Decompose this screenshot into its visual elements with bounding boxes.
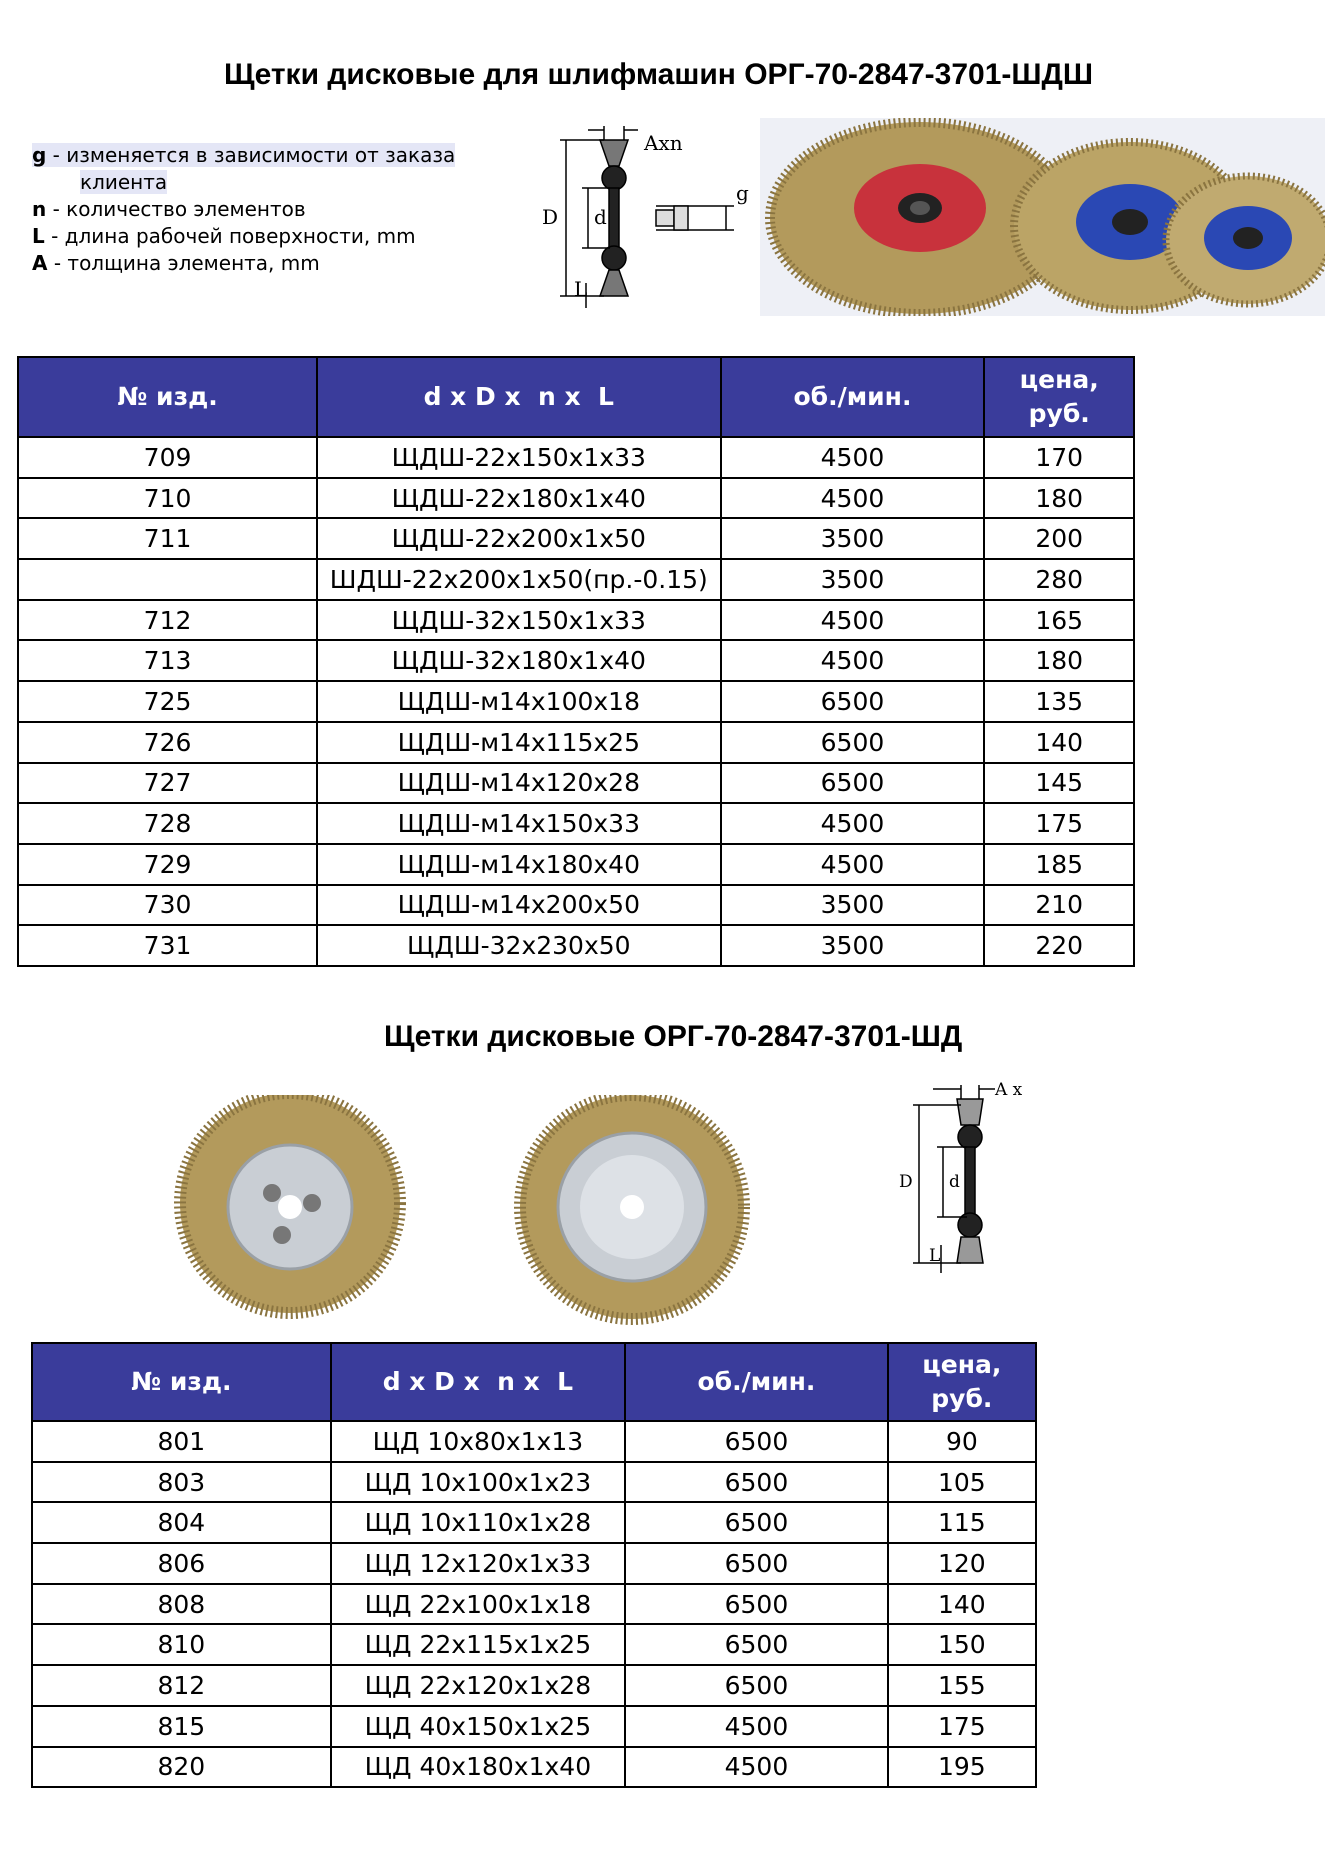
cell-dimensions: ЩДШ-32х180х1х40 bbox=[317, 640, 720, 681]
cell-dimensions: ЩДШ-м14х100х18 bbox=[317, 681, 720, 722]
cell-price: 145 bbox=[984, 763, 1134, 804]
cell-dimensions: ЩД 22х120х1х28 bbox=[331, 1665, 626, 1706]
cell-item-no: 812 bbox=[32, 1665, 331, 1706]
cell-dimensions: ЩД 22х115х1х25 bbox=[331, 1624, 626, 1665]
cell-price: 90 bbox=[888, 1421, 1036, 1462]
table-row bbox=[32, 1502, 1036, 1543]
brush-photo-shdsh bbox=[760, 118, 1325, 316]
cell-item-no: 808 bbox=[32, 1584, 331, 1625]
cell-rpm: 4500 bbox=[721, 640, 985, 681]
col-header-price: цена, руб. bbox=[984, 357, 1134, 437]
cell-rpm: 4500 bbox=[721, 437, 985, 478]
cell-item-no: 730 bbox=[18, 885, 317, 926]
brush-right-silver-hub bbox=[520, 1095, 744, 1319]
cell-item-no: 727 bbox=[18, 763, 317, 804]
cell-item-no: 725 bbox=[18, 681, 317, 722]
cell-price: 155 bbox=[888, 1665, 1036, 1706]
cell-price: 150 bbox=[888, 1624, 1036, 1665]
brush-cross-section-diagram-2 bbox=[895, 1075, 1070, 1290]
cell-dimensions: ШДШ-22х200х1х50(пр.-0.15) bbox=[317, 559, 720, 600]
cell-price: 220 bbox=[984, 925, 1134, 966]
cell-item-no: 709 bbox=[18, 437, 317, 478]
cell-dimensions: ЩД 40х180х1х40 bbox=[331, 1747, 626, 1788]
col-header-rpm: об./мин. bbox=[625, 1343, 888, 1421]
cell-item-no: 810 bbox=[32, 1624, 331, 1665]
diagram2-label-L: L bbox=[929, 1246, 941, 1266]
cell-rpm: 4500 bbox=[721, 803, 985, 844]
cell-dimensions: ЩДШ-32х230х50 bbox=[317, 925, 720, 966]
legend-row-a: A - толщина элемента, mm bbox=[32, 251, 320, 275]
table-row bbox=[18, 844, 1134, 885]
table-row bbox=[18, 559, 1134, 600]
cell-price: 185 bbox=[984, 844, 1134, 885]
cell-rpm: 6500 bbox=[625, 1421, 888, 1462]
cell-price: 280 bbox=[984, 559, 1134, 600]
cell-dimensions: ЩД 10х80х1х13 bbox=[331, 1421, 626, 1462]
cell-rpm: 4500 bbox=[721, 478, 985, 519]
legend-row-n: n - количество элементов bbox=[32, 197, 306, 221]
table-row bbox=[18, 681, 1134, 722]
cell-rpm: 6500 bbox=[721, 722, 985, 763]
table-row bbox=[18, 518, 1134, 559]
cell-dimensions: ЩД 10х110х1х28 bbox=[331, 1502, 626, 1543]
cell-dimensions: ЩДШ-м14х115х25 bbox=[317, 722, 720, 763]
section2-title: Щетки дисковые ОРГ-70-2847-3701-ШД bbox=[384, 1020, 963, 1053]
table-row bbox=[32, 1543, 1036, 1584]
table-row bbox=[18, 722, 1134, 763]
cell-item-no: 711 bbox=[18, 518, 317, 559]
cell-price: 140 bbox=[984, 722, 1134, 763]
cell-rpm: 6500 bbox=[625, 1584, 888, 1625]
cell-item-no: 729 bbox=[18, 844, 317, 885]
cell-item-no: 713 bbox=[18, 640, 317, 681]
table-row bbox=[18, 885, 1134, 926]
section1-title: Щетки дисковые для шлифмашин ОРГ-70-2847-3701-ШДШ bbox=[224, 58, 1094, 91]
cell-price: 175 bbox=[888, 1706, 1036, 1747]
cell-item-no: 803 bbox=[32, 1462, 331, 1503]
cell-price: 105 bbox=[888, 1462, 1036, 1503]
table-row bbox=[32, 1421, 1036, 1462]
cell-rpm: 6500 bbox=[625, 1502, 888, 1543]
cell-dimensions: ЩДШ-22х180х1х40 bbox=[317, 478, 720, 519]
table-row bbox=[32, 1665, 1036, 1706]
col-header-rpm: об./мин. bbox=[721, 357, 985, 437]
brush-photo-shd bbox=[150, 1095, 870, 1325]
cell-item-no: 804 bbox=[32, 1502, 331, 1543]
diagram-label-D: D bbox=[542, 205, 559, 229]
cell-dimensions: ЩДШ-м14х200х50 bbox=[317, 885, 720, 926]
cell-item-no: 801 bbox=[32, 1421, 331, 1462]
cell-dimensions: ЩДШ-22х150х1х33 bbox=[317, 437, 720, 478]
cell-rpm: 3500 bbox=[721, 559, 985, 600]
cell-price: 180 bbox=[984, 640, 1134, 681]
cell-dimensions: ЩДШ-32х150х1х33 bbox=[317, 600, 720, 641]
cell-rpm: 3500 bbox=[721, 925, 985, 966]
table-row bbox=[32, 1706, 1036, 1747]
legend bbox=[32, 142, 512, 277]
cell-rpm: 6500 bbox=[625, 1543, 888, 1584]
cell-dimensions: ЩДШ-м14х150х33 bbox=[317, 803, 720, 844]
cell-item-no: 710 bbox=[18, 478, 317, 519]
legend-row-l: L - длина рабочей поверхности, mm bbox=[32, 224, 416, 248]
cell-rpm: 3500 bbox=[721, 885, 985, 926]
table-header-row bbox=[32, 1343, 1036, 1421]
spec-table-shd bbox=[31, 1342, 1037, 1788]
diagram2-label-D: D bbox=[899, 1172, 913, 1192]
diagram2-label-d: d bbox=[949, 1172, 960, 1192]
diagram-label-d: d bbox=[594, 205, 607, 229]
brush-cross-section-diagram bbox=[520, 118, 752, 308]
cell-dimensions: ЩД 10х100х1х23 bbox=[331, 1462, 626, 1503]
diagram-label-g: g bbox=[736, 181, 749, 205]
cell-price: 115 bbox=[888, 1502, 1036, 1543]
cell-item-no bbox=[18, 559, 317, 600]
table-row bbox=[18, 640, 1134, 681]
table-row bbox=[18, 803, 1134, 844]
cell-rpm: 4500 bbox=[721, 844, 985, 885]
brush-left-silver-hub bbox=[180, 1095, 400, 1313]
cell-dimensions: ЩДШ-22х200х1х50 bbox=[317, 518, 720, 559]
table-row bbox=[18, 478, 1134, 519]
table-row bbox=[32, 1584, 1036, 1625]
cell-dimensions: ЩД 12х120х1х33 bbox=[331, 1543, 626, 1584]
table-row bbox=[18, 925, 1134, 966]
table-row bbox=[18, 437, 1134, 478]
col-header-dimensions: d x D x n x L bbox=[317, 357, 720, 437]
diagram-label-axn: Axn bbox=[644, 131, 683, 155]
brush-small-blue-hub bbox=[1166, 176, 1325, 304]
cell-item-no: 806 bbox=[32, 1543, 331, 1584]
cell-price: 140 bbox=[888, 1584, 1036, 1625]
cell-item-no: 731 bbox=[18, 925, 317, 966]
cell-dimensions: ЩДШ-м14х180х40 bbox=[317, 844, 720, 885]
legend-row-g: g - изменяется в зависимости от заказа bbox=[32, 143, 456, 167]
cell-rpm: 4500 bbox=[721, 600, 985, 641]
cell-price: 210 bbox=[984, 885, 1134, 926]
cell-item-no: 712 bbox=[18, 600, 317, 641]
legend-row-g-cont: клиента bbox=[80, 170, 168, 194]
col-header-item-no: № изд. bbox=[18, 357, 317, 437]
col-header-dimensions: d x D x n x L bbox=[331, 1343, 626, 1421]
cell-rpm: 3500 bbox=[721, 518, 985, 559]
diagram-label-L: L bbox=[574, 277, 588, 301]
cell-price: 180 bbox=[984, 478, 1134, 519]
cell-item-no: 726 bbox=[18, 722, 317, 763]
cell-price: 200 bbox=[984, 518, 1134, 559]
cell-rpm: 6500 bbox=[625, 1624, 888, 1665]
cell-rpm: 6500 bbox=[625, 1665, 888, 1706]
cell-price: 195 bbox=[888, 1747, 1036, 1788]
cell-price: 120 bbox=[888, 1543, 1036, 1584]
table-row bbox=[32, 1747, 1036, 1788]
cell-price: 165 bbox=[984, 600, 1134, 641]
cell-rpm: 4500 bbox=[625, 1706, 888, 1747]
table-header-row bbox=[18, 357, 1134, 437]
cell-rpm: 6500 bbox=[721, 763, 985, 804]
cell-dimensions: ЩДШ-м14х120х28 bbox=[317, 763, 720, 804]
spec-table-shdsh bbox=[17, 356, 1135, 967]
cell-rpm: 4500 bbox=[625, 1747, 888, 1788]
table-row bbox=[18, 600, 1134, 641]
table-row bbox=[18, 763, 1134, 804]
cell-price: 135 bbox=[984, 681, 1134, 722]
cell-rpm: 6500 bbox=[625, 1462, 888, 1503]
table-row bbox=[32, 1462, 1036, 1503]
col-header-item-no: № изд. bbox=[32, 1343, 331, 1421]
cell-dimensions: ЩД 40х150х1х25 bbox=[331, 1706, 626, 1747]
table-row bbox=[32, 1624, 1036, 1665]
diagram2-label-ax: A x bbox=[995, 1080, 1023, 1100]
cell-item-no: 728 bbox=[18, 803, 317, 844]
cell-price: 170 bbox=[984, 437, 1134, 478]
col-header-price: цена, руб. bbox=[888, 1343, 1036, 1421]
cell-rpm: 6500 bbox=[721, 681, 985, 722]
cell-dimensions: ЩД 22х100х1х18 bbox=[331, 1584, 626, 1625]
cell-item-no: 820 bbox=[32, 1747, 331, 1788]
cell-price: 175 bbox=[984, 803, 1134, 844]
cell-item-no: 815 bbox=[32, 1706, 331, 1747]
